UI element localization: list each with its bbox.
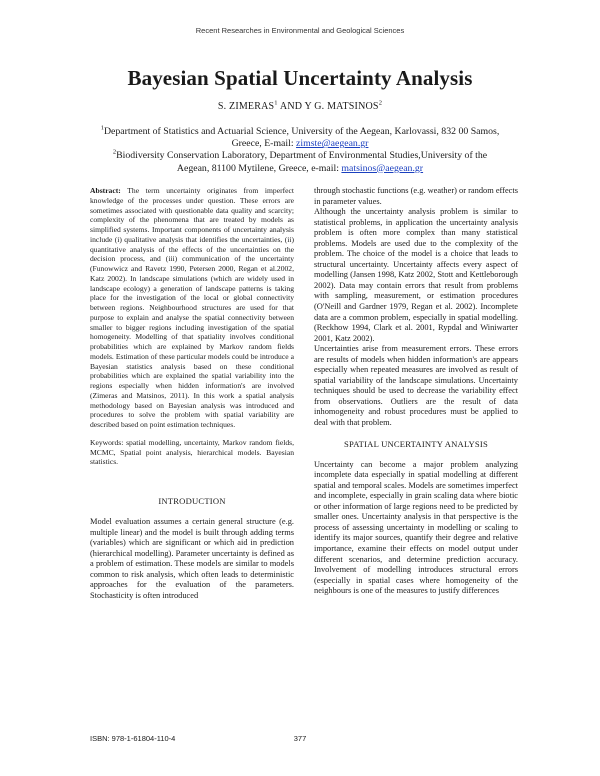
author-1: S. ZIMERAS — [217, 101, 275, 112]
author-2-sup: 2 — [378, 99, 383, 107]
page-number: 377 — [293, 734, 307, 743]
affiliation-2 — [100, 150, 500, 174]
affiliations — [100, 126, 500, 175]
affiliation-2-email-link[interactable]: matsinos@aegean.gr — [341, 162, 424, 174]
section-title-introduction: INTRODUCTION — [158, 496, 226, 506]
running-header: Recent Researches in Environmental and Geological Sciences — [195, 26, 405, 35]
abstract-text: The term uncertainty originates from imperfect knowledge of the processes under question. These errors are sometimes associated with questionable data quality and scarcity; complexity of the phenomena that are treated by models as simplified systems. Important components of uncertainty analysis include (i) qualitative analysis that identifies the uncertainties, (ii) quantitative analysis of the effects of the uncertainties on the decision process, and (iii) communication of the uncertainty (Funowwicz and Ravetz 1990, Petersen 2000, Regan et al.2002, Katz 2002). In landscape simulations (which are widely used in landscape ecology) a generation of landscape patterns is taking place for the investigation of the local or global connectivity between regions. Neighbourhood structures are used for that purpose to explain and analyse the spatial connectivity between smaller to bigger regions including investigation of the spatial homogeneity. Modelling of that spatiality involves conditional probabilities which are explained by Markov random fields models. Estimation of these particular models could be introduce a Bayesian statistics analysis based on these conditional probabilities which are explained the spatial variability into the regions especially when hidden information's are involved (Zimeras and Matsinos, 2011). In this work a spatial analysis methodology based on Bayesian analysis was introduced and procedures to solve the problem with spatial variability are described based on point estimation techniques. — [90, 186, 294, 429]
affiliation-2-sup: 2 — [112, 149, 117, 157]
right-paragraph-4: Uncertainty can become a major problem analyzing incomplete data especially in spatial modelling at different spatial and temporal scales. Models are sometimes imperfect and incomplete, especially in grain scaling data where biotic or other information of large regions need to be predicted by smaller ones. Uncertainty analysis in that perspective is the process of assessing uncertainty in modelling or scaling to identify its major sources, quantify their degree and relative importance, examine their effects on model output under different scenarios, and determine prediction accuracy. Involvement of modelling introduces structural errors (especially in spatial cases where homogeneity of the neighbours is one of the measures to justify differences — [314, 459, 518, 596]
abstract-label: Abstract: — [90, 186, 121, 195]
right-paragraph-3: Uncertainties arise from measurement errors. These errors are results of models when hidden information's are appears especially when repeated measures are involved as result of spatial variability of the landscape simulations. Uncertainty techniques should be used to decrease the variability effect from observations. Outliers are the result of data inhomogeneity and robust procedures must be applied to deal with that problem. — [314, 344, 518, 428]
affiliation-1-email-link[interactable]: zimste@aegean.gr — [296, 138, 369, 150]
affiliation-1-sup: 1 — [100, 124, 104, 132]
section-title-spatial-uncertainty: SPATIAL UNCERTAINTY ANALYSIS — [344, 438, 488, 449]
author-1-sup: 1 — [274, 99, 278, 107]
paper-title: Bayesian Spatial Uncertainty Analysis — [127, 66, 473, 90]
right-paragraph-1: through stochastic functions (e.g. weather) or random effects in parameter values. — [314, 186, 518, 206]
right-column — [314, 186, 518, 597]
footer-isbn: ISBN: 978-1-61804-110-4 — [90, 734, 176, 743]
affiliation-1-text: Department of Statistics and Actuarial Science, University of the Aegean, Karlovassi, 832 00 Samos, Greece, E-mail: — [103, 126, 500, 150]
right-paragraph-2: Although the uncertainty analysis problem is similar to statistical problems, in application the uncertainty analysis problem is often more complex than many statistical problems. Models are used due to the complexity of the problem. The choice of the model is a choice that leads to structural uncertainty. Uncertainty affects every aspect of modelling (Jansen 1998, Katz 2002, Stott and Kettleborough 2002). Data may contain errors that result from problems with sampling, measurement, or estimation procedures (O'Neill and Gardner 1979, Regan et al. 2002). Incomplete data are a common problem, especially in spatial modelling. (Reckhow 1994, Clark et al. 2001, Rypdal and Winiwarter 2001, Katz 2002). — [314, 207, 518, 343]
introduction-paragraph: Model evaluation assumes a certain general structure (e.g. multiple linear) and the model is built through adding terms (variables) which are significant or which aid in prediction (hierarchical modelling). Parameter uncertainty is defined as a problem of estimation. These models are similar to models common to risk analysis, which often leads to deterministic approaches for the evaluation of the parameters. Stochasticity is often introduced — [90, 517, 294, 600]
affiliation-1 — [100, 126, 500, 150]
abstract — [90, 186, 294, 430]
author-2: Y G. MATSINOS — [304, 101, 379, 112]
author-joiner: AND — [277, 101, 305, 112]
left-column — [90, 186, 294, 601]
keywords: Keywords: spatial modelling, uncertainty, Markov random fields, MCMC, Spatial point analysis, hierarchical models. Bayesian statistics. — [90, 437, 294, 467]
affiliation-2-text: Biodiversity Conservation Laboratory, Department of Environmental Studies,University of the Aegean, 81100 Mytilene, Greece, e-mail: — [116, 150, 488, 174]
author-line — [0, 101, 600, 112]
